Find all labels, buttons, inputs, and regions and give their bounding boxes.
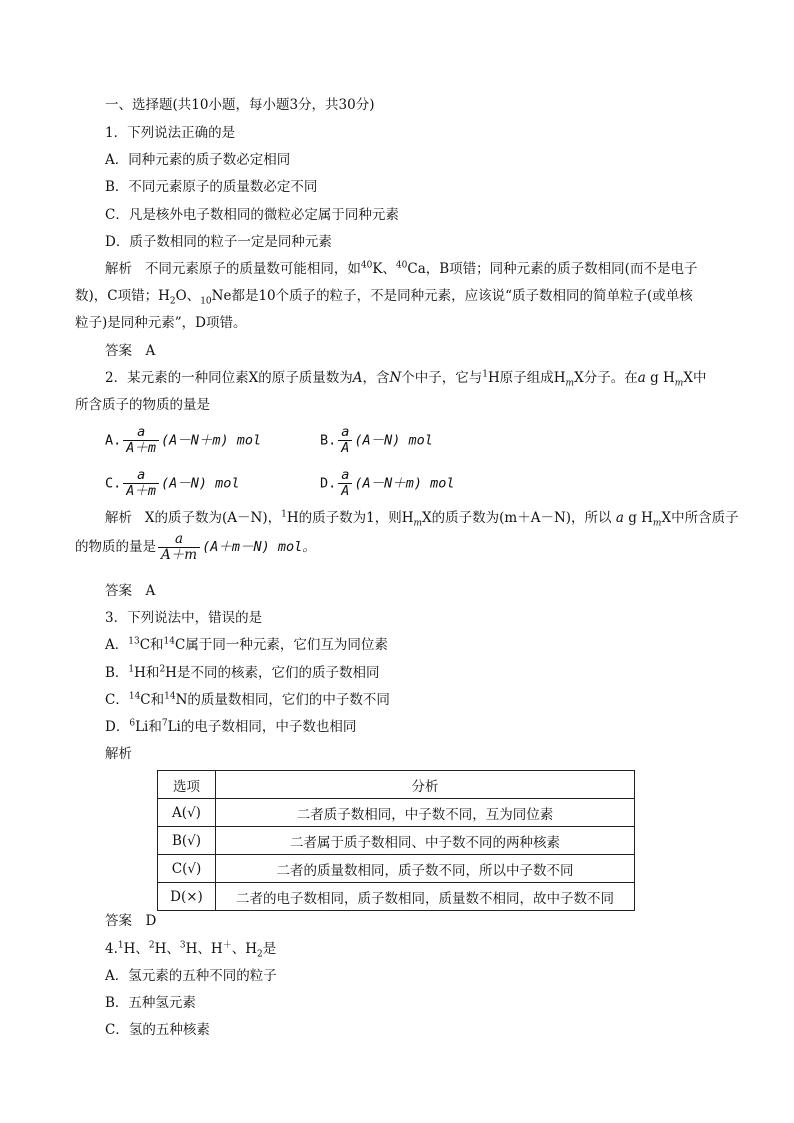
h1-sup: 1 [281,509,287,520]
q2-stem-c: 个中子，它与 [401,370,483,386]
table-cell-option: A(√) [158,799,216,827]
q1-option-b: B．不同元素原子的质量数必定不同 [105,179,318,195]
fraction: $\frac{a}{A}$ [338,425,352,456]
q4-option-b: B．五种氢元素 [105,995,196,1011]
var-m-sub2: m [674,378,684,389]
q2-analysis-a: X的质子数为(A－N)， [144,510,282,526]
q1-option-c: C．凡是核外电子数相同的微粒必定属于同种元素 [105,207,399,223]
table-row [158,799,635,827]
q4-stem: 4.$^1$H、$^2$H、$^3$H、H＋、$H_2$是 [105,940,277,960]
var-a: a [615,510,624,526]
q1-analysis-2c: Ne都是10个质子的粒子，不是同种元素，应该说“质子数相同的简单粒子(或单核 [211,288,693,304]
table-header-row [158,771,635,799]
q4-option-a: A．氢元素的五种不同的粒子 [105,968,277,984]
q2-opt-b-label: B. [320,432,337,449]
table-cell-analysis: 二者的质量数相同，质子数不同，所以中子数不同 [216,855,635,883]
q3-option-b: B．$^1$H和$^2$H是不同的核素，它们的质子数相同 [105,664,380,681]
q2-opt-c-tail: (A－N) mol [161,475,240,492]
q2-stem-line1 [105,369,706,387]
q3-answer: 答案 D [105,913,157,929]
q1-analysis-label: 解析 [105,261,132,277]
fraction: $\frac{a}{A}$ [338,468,352,499]
q2-opt-a-label: A. [105,432,122,449]
var-A: A [352,370,363,386]
q1-analysis-text: 不同元素原子的质量数可能相同，如 [144,261,361,277]
table-cell-option: D(×) [158,883,216,911]
q2-stem-d: H原子组成H [488,370,566,386]
q2-stem-b: ，含 [362,370,390,386]
q2-analysis-b: H的质子数为1，则H [286,510,414,526]
table-cell-analysis: 二者属于质子数相同、中子数不同的两种核素 [216,827,635,855]
table-cell-option: C(√) [158,855,216,883]
q1-analysis-line1 [105,260,697,278]
q2-stem-f: g H [650,370,675,386]
q2-analysis-d: g H [628,510,653,526]
q2-opt-d-tail: (A－N＋m) mol [354,475,455,492]
q2-answer: 答案 A [105,583,156,599]
k-symbol: K、 [372,261,396,277]
table-cell-analysis: 二者的电子数相同，质子数相同，质量数不相同，故中子数不同 [216,883,635,911]
table-row [158,883,635,911]
q1-analysis-line2 [75,287,693,305]
var-m-sub: m [565,378,575,389]
var-m-sub: m [652,518,662,529]
q3-analysis-label: 解析 [105,746,132,762]
table-cell-option: B(√) [158,827,216,855]
var-a: a [637,370,646,386]
var-m-sub: m [413,518,423,529]
q3-stem: 3．下列说法中，错误的是 [105,610,263,626]
q2-opt-a-tail: (A－N＋m) mol [161,432,262,449]
q1-analysis-2a: 数)，C项错；H [75,288,170,304]
q2-analysis2-a: 的物质的量是 [75,539,156,555]
q2-option-c [105,468,240,499]
q2-analysis-label: 解析 [105,510,132,526]
q2-stem-a: 2．某元素的一种同位素X的原子质量数为 [105,370,353,386]
q4-option-c: C．氢的五种核素 [105,1022,210,1038]
q2-stem-g: X中 [683,370,707,386]
q3-option-a: A．$^{13}$C和$^{14}$C属于同一种元素，它们互为同位素 [105,636,388,653]
table-cell-analysis: 二者质子数相同，中子数不同，互为同位素 [216,799,635,827]
q3-option-c: C．$^{14}$C和$^{14}$N的质量数相同，它们的中子数不同 [105,691,390,708]
q2-analysis-e: X中所含质子 [661,510,739,526]
q2-stem-line2: 所含质子的物质的量是 [75,397,210,413]
q2-analysis-line2 [75,532,316,563]
q2-option-d [320,468,455,499]
table-row [158,855,635,883]
q1-stem: 1．下列说法正确的是 [105,125,236,141]
q2-option-a [105,425,261,456]
table-header-option: 选项 [158,771,216,799]
h1-sup: 1 [482,369,488,380]
q1-analysis-line3: 粒子)是同种元素”，D项错。 [75,315,247,331]
q2-opt-d-label: D. [320,475,337,492]
q2-opt-c-label: C. [105,475,122,492]
section-header: 一、选择题(共10小题，每小题3分，共30分) [105,97,375,113]
ca-text: Ca，B项错；同种元素的质子数相同(而不是电子 [407,261,698,277]
q2-opt-b-tail: (A－N) mol [354,432,433,449]
q2-analysis2-tail: (A＋m－N) mol。 [202,539,316,555]
q3-option-d: D．$^6$Li和$^7$Li的电子数相同，中子数也相同 [105,718,357,735]
k-mass: 40 [360,260,373,271]
q2-option-b [320,425,433,456]
table-header-analysis: 分析 [216,771,635,799]
fraction: $\frac{a}{A+m}$ [158,532,200,563]
h2o-sub: 2 [169,296,176,307]
analysis-table [157,770,635,911]
q1-analysis-2b: O、 [175,288,201,304]
q2-analysis-line1 [105,509,739,527]
ca-mass: 40 [395,260,408,271]
q1-answer: 答案 A [105,343,156,359]
q2-stem-e: X分子。在 [574,370,638,386]
var-N: N [389,370,402,386]
table-row [158,827,635,855]
fraction: $\frac{a}{A+m}$ [123,468,159,499]
q1-option-a: A．同种元素的质子数必定相同 [105,152,291,168]
q2-analysis-c: X的质子数为(m＋A－N)，所以 [422,510,612,526]
fraction: $\frac{a}{A+m}$ [123,425,159,456]
q1-option-d: D．质子数相同的粒子一定是同种元素 [105,234,332,250]
ne-sub: 10 [200,296,212,307]
